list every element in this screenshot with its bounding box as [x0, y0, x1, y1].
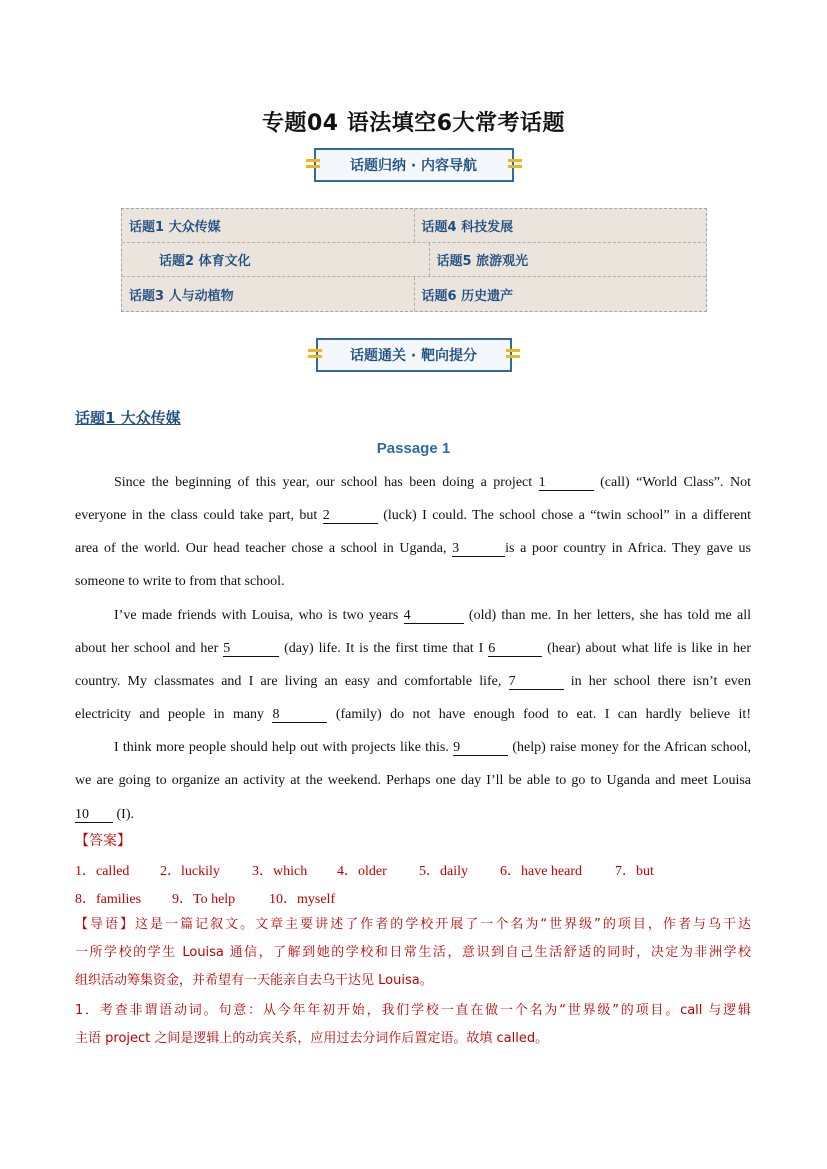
answer-item: 6．have heard: [500, 864, 583, 879]
blank-6: 6: [488, 641, 542, 657]
blank-7: 7: [509, 674, 564, 690]
passage-line: someone to write to from that school.: [75, 574, 285, 589]
topic-5: 话题5 旅游观光: [436, 254, 529, 269]
topic-row: [122, 209, 706, 243]
topic-1: 话题1 大众传媒: [122, 209, 415, 242]
topic-6: 话题6 历史遗产: [421, 288, 514, 304]
passage-line: I think more people should help out with projects like this. 9 (help) raise money for the African school,: [114, 740, 751, 755]
topic-3: 话题3 人与动植物: [122, 277, 415, 311]
banner-practice: [316, 338, 512, 372]
answer-label: 【答案】: [75, 833, 131, 849]
topic-row: [122, 243, 706, 277]
explanation-line: 一所学校的学生 Louisa 通信，了解到她的学校和日常生活，意识到自己生活舒适的同时，决定为非洲学校: [75, 945, 751, 960]
topic-4: 话题4 科技发展: [421, 220, 514, 235]
blank-5: 5: [223, 641, 279, 657]
passage-title: Passage 1: [376, 440, 451, 457]
banner-label: 话题归纳 · 内容导航: [349, 158, 478, 174]
passage-line: area of the world. Our head teacher chose a school in Uganda, 3 is a poor country in Africa. They gave us: [75, 541, 751, 556]
explanation-line: 组织活动筹集资金，并希望有一天能亲自去乌干达见 Louisa。: [75, 973, 433, 988]
page-title: 专题04 语法填空6大常考话题: [261, 111, 566, 136]
passage-line: country. My classmates and I are living an easy and comfortable life, 7 in her school there isn’t even: [75, 674, 751, 689]
answer-item: 8．families: [75, 892, 142, 907]
banner-decoration-icon: [306, 156, 320, 174]
banner-decoration-icon: [506, 346, 520, 364]
banner-decoration-icon: [308, 346, 322, 364]
answer-item: 3．which: [252, 864, 308, 879]
passage-line: 10 (I).: [75, 807, 134, 822]
explanation-line: 【导语】这是一篇记叙文。文章主要讲述了作者的学校开展了一个名为“世界级”的项目，作者与乌干达: [75, 917, 751, 932]
banner-decoration-icon: [508, 156, 522, 174]
blank-8: 8: [272, 707, 327, 723]
answer-item: 1．called: [75, 864, 130, 879]
answer-item: 9．To help: [172, 892, 236, 907]
passage-line: everyone in the class could take part, but 2 (luck) I could. The school chose a “twin school” in a different: [75, 508, 751, 523]
answer-item: 5．daily: [419, 864, 468, 879]
topic-2: 话题2 体育文化: [122, 243, 430, 276]
section-heading: 话题1 大众传媒: [75, 409, 181, 427]
answer-item: 2．luckily: [160, 864, 220, 879]
banner-label: 话题通关 · 靶向提分: [349, 348, 478, 364]
passage-line: we are going to organize an activity at the weekend. Perhaps one day I’ll be able to go to Uganda and meet Louisa: [75, 773, 751, 788]
blank-2: 2: [323, 508, 378, 524]
passage-line: Since the beginning of this year, our school has been doing a project 1 (call) “World Class”. Not: [114, 475, 751, 490]
topic-table: [121, 208, 707, 312]
passage-line: I’ve made friends with Louisa, who is two years 4 (old) than me. In her letters, she has told me all: [114, 608, 751, 623]
answer-item: 4．older: [337, 864, 387, 879]
blank-9: 9: [453, 740, 508, 756]
answer-item: 10．myself: [269, 892, 336, 907]
answer-item: 7．but: [615, 864, 654, 879]
topic-row: [122, 277, 706, 311]
blank-3: 3: [452, 541, 505, 557]
blank-10: 10: [75, 807, 113, 823]
explanation-line: 1．考查非谓语动词。句意：从今年年初开始，我们学校一直在做一个名为“世界级”的项目。call 与逻辑: [75, 1003, 751, 1018]
blank-1: 1: [539, 475, 594, 491]
passage-line: about her school and her 5 (day) life. It is the first time that I 6 (hear) about what life is like in her: [75, 641, 752, 656]
banner-content-navigation: [314, 148, 514, 182]
explanation-line: 主语 project 之间是逻辑上的动宾关系，应用过去分词作后置定语。故填 called。: [75, 1031, 549, 1046]
passage-line: electricity and people in many 8 (family) do not have enough food to eat. I can hardly believe it!: [75, 707, 751, 722]
blank-4: 4: [404, 608, 464, 624]
